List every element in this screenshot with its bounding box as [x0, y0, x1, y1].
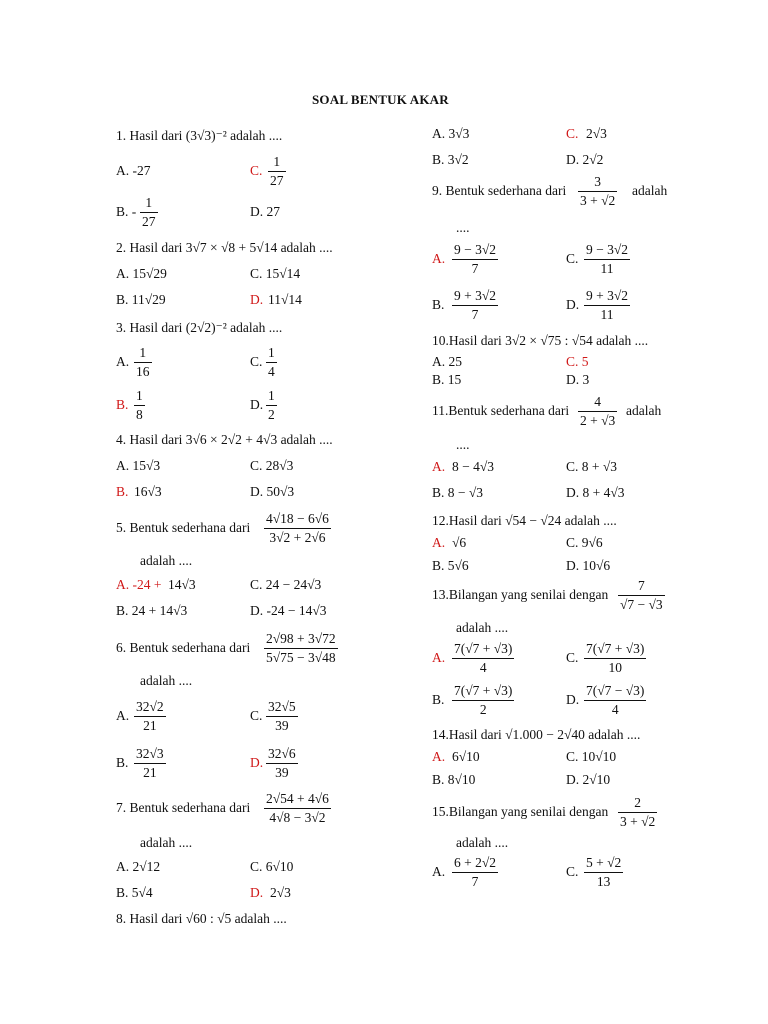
text-line: 10.Hasil dari 3√2 × √75 : √54 adalah .... [432, 333, 649, 348]
numerator: 7(√7 + √3) [452, 683, 514, 701]
text-line: adalah .... [140, 553, 193, 568]
denominator: 3√2 + 2√6 [269, 530, 326, 545]
text-line: C. 10√10 [566, 749, 617, 764]
text-line: 6. Bentuk sederhana dari [116, 640, 251, 655]
fraction [452, 855, 498, 890]
numerator: 9 + 3√2 [584, 288, 630, 306]
text-line: 6√10 [452, 749, 480, 764]
denominator: 39 [275, 765, 289, 780]
text-line: B. [116, 397, 129, 412]
text-line: B. 3√2 [432, 152, 469, 167]
text-line: A. [116, 708, 130, 723]
denominator: 3 + √2 [580, 193, 616, 208]
text-line: adalah .... [456, 835, 509, 850]
numerator: 32√5 [266, 699, 298, 717]
text-line: A. [432, 251, 446, 266]
numerator: 7 [618, 578, 665, 596]
text-line: A. 15√29 [116, 266, 167, 281]
text-line: .... [456, 437, 470, 452]
text-line: adalah .... [140, 835, 193, 850]
text-line: A. 25 [432, 354, 462, 369]
denominator: 5√75 − 3√48 [266, 650, 336, 665]
fraction [134, 699, 166, 734]
fraction [264, 511, 331, 546]
text-line: D. [250, 755, 264, 770]
text-line: A. 15√3 [116, 458, 161, 473]
text-line: .... [456, 220, 470, 235]
text-line: 14.Hasil dari √1.000 − 2√40 adalah .... [432, 727, 641, 742]
text-line: A. [432, 749, 446, 764]
numerator: 7(√7 + √3) [584, 641, 646, 659]
fraction [134, 388, 145, 423]
numerator: 1 [266, 345, 277, 363]
text-line: C. [566, 864, 579, 879]
text-line: adalah .... [456, 620, 509, 635]
text-line: B. [432, 692, 445, 707]
numerator: 1 [268, 154, 286, 172]
text-line: C. [250, 708, 263, 723]
denominator: 13 [596, 874, 611, 889]
text-line: 8. Hasil dari √60 : √5 adalah .... [116, 911, 287, 926]
text-line: 3. Hasil dari (2√2)⁻² adalah .... [116, 320, 283, 335]
fraction [266, 746, 298, 781]
numerator: 9 − 3√2 [584, 242, 630, 260]
numerator: 9 − 3√2 [452, 242, 498, 260]
worksheet-title: SOAL BENTUK AKAR [312, 92, 449, 107]
text-line: A. [116, 354, 130, 369]
fraction [266, 345, 277, 380]
denominator: 21 [143, 718, 157, 733]
fraction [618, 795, 657, 830]
text-line: A. [432, 864, 446, 879]
text-line: C. 9√6 [566, 535, 603, 550]
text-line: C. 6√10 [250, 859, 294, 874]
text-line: 15.Bilangan yang senilai dengan [432, 804, 609, 819]
text-line: D. 50√3 [250, 484, 295, 499]
text-line: 14√3 [168, 577, 196, 592]
fraction [266, 699, 298, 734]
numerator: 1 [134, 388, 145, 406]
denominator: √7 − √3 [620, 597, 663, 612]
text-line: adalah .... [140, 673, 193, 688]
text-line: A. -27 [116, 163, 151, 178]
text-line: 13.Bilangan yang senilai dengan [432, 587, 609, 602]
numerator: 7(√7 + √3) [452, 641, 514, 659]
text-line: 1. Hasil dari (3√3)⁻² adalah .... [116, 128, 283, 143]
text-line: 9. Bentuk sederhana dari [432, 183, 567, 198]
text-line: 12.Hasil dari √54 − √24 adalah .... [432, 513, 617, 528]
numerator: 32√6 [266, 746, 298, 764]
fraction [134, 746, 166, 781]
denominator: 4√8 − 3√2 [269, 810, 326, 825]
denominator: 2 [268, 407, 275, 422]
fraction [268, 154, 286, 189]
text-line: D. 2√2 [566, 152, 604, 167]
numerator: 1 [134, 345, 152, 363]
text-line: B. 11√29 [116, 292, 166, 307]
denominator: 2 [479, 702, 487, 717]
text-line: B. 5√4 [116, 885, 153, 900]
fraction [584, 683, 646, 718]
text-line: A. [432, 459, 446, 474]
denominator: 4 [479, 660, 487, 675]
fraction [140, 195, 158, 230]
text-line: B. 24 + 14√3 [116, 603, 188, 618]
text-line: A. 3√3 [432, 126, 470, 141]
text-line: D. 27 [250, 204, 280, 219]
text-line: 11√14 [268, 292, 302, 307]
fraction [584, 641, 646, 676]
numerator: 32√3 [134, 746, 166, 764]
denominator: 4 [611, 702, 619, 717]
fraction [452, 641, 514, 676]
denominator: 2 + √3 [580, 413, 616, 428]
text-line: C. [566, 650, 579, 665]
denominator: 10 [608, 660, 622, 675]
text-line: 16√3 [134, 484, 162, 499]
numerator: 1 [140, 195, 158, 213]
text-line: D. 8 + 4√3 [566, 485, 625, 500]
text-line: C. [566, 251, 579, 266]
numerator: 4 [578, 394, 617, 412]
numerator: 4√18 − 6√6 [264, 511, 331, 529]
text-line: D. [566, 692, 580, 707]
fraction [264, 791, 331, 826]
text-line: adalah [632, 183, 668, 198]
denominator: 27 [270, 173, 284, 188]
text-line: B. 15 [432, 372, 462, 387]
fraction [452, 288, 498, 323]
text-line: D. 2√10 [566, 772, 611, 787]
denominator: 27 [142, 214, 156, 229]
text-line: B. 8 − √3 [432, 485, 484, 500]
text-line: C. 24 − 24√3 [250, 577, 322, 592]
text-line: D. [250, 885, 264, 900]
denominator: 11 [600, 261, 614, 276]
numerator: 3 [578, 174, 617, 192]
numerator: 32√2 [134, 699, 166, 717]
fraction [584, 242, 630, 277]
text-line: 2√3 [270, 885, 291, 900]
text-line: adalah [626, 403, 662, 418]
denominator: 7 [471, 874, 479, 889]
fraction [578, 394, 617, 429]
text-line: B. [116, 484, 129, 499]
text-line: B. [116, 755, 129, 770]
fraction [452, 242, 498, 277]
text-line: B. 8√10 [432, 772, 476, 787]
denominator: 4 [268, 364, 275, 379]
numerator: 1 [266, 388, 277, 406]
denominator: 39 [275, 718, 289, 733]
denominator: 3 + √2 [620, 814, 656, 829]
fraction [264, 631, 338, 666]
text-line: D. 3 [566, 372, 590, 387]
fraction [584, 288, 630, 323]
numerator: 2 [618, 795, 657, 813]
numerator: 2√98 + 3√72 [264, 631, 338, 649]
text-line: A. -24 + [116, 577, 162, 592]
text-line: A. 2√12 [116, 859, 161, 874]
text-line: 5. Bentuk sederhana dari [116, 520, 251, 535]
text-line: C. 28√3 [250, 458, 294, 473]
text-line: C. 15√14 [250, 266, 301, 281]
text-line: B. - [116, 204, 137, 219]
fraction [266, 388, 277, 423]
text-line: C. 8 + √3 [566, 459, 618, 474]
fraction [618, 578, 665, 613]
fraction [452, 683, 514, 718]
text-line: A. [432, 650, 446, 665]
denominator: 16 [136, 364, 150, 379]
text-line: C. [250, 354, 263, 369]
text-line: 11.Bentuk sederhana dari [432, 403, 570, 418]
numerator: 7(√7 − √3) [584, 683, 646, 701]
numerator: 9 + 3√2 [452, 288, 498, 306]
text-line: 2√3 [586, 126, 607, 141]
text-line: A. [432, 535, 446, 550]
denominator: 11 [600, 307, 614, 322]
text-line: √6 [452, 535, 467, 550]
text-line: 8 − 4√3 [452, 459, 495, 474]
text-line: D. -24 − 14√3 [250, 603, 327, 618]
text-line: C. 5 [566, 354, 589, 369]
denominator: 21 [143, 765, 157, 780]
text-line: 4. Hasil dari 3√6 × 2√2 + 4√3 adalah .... [116, 432, 333, 447]
fraction [134, 345, 152, 380]
text-line: 2. Hasil dari 3√7 × √8 + 5√14 adalah .... [116, 240, 333, 255]
text-line: D. 10√6 [566, 558, 611, 573]
numerator: 5 + √2 [584, 855, 623, 873]
text-line: D. [250, 397, 264, 412]
numerator: 2√54 + 4√6 [264, 791, 331, 809]
denominator: 7 [471, 307, 479, 322]
text-line: C. [250, 163, 263, 178]
fraction [578, 174, 617, 209]
numerator: 6 + 2√2 [452, 855, 498, 873]
text-line: D. [250, 292, 264, 307]
text-line: 7. Bentuk sederhana dari [116, 800, 251, 815]
fraction [584, 855, 623, 890]
denominator: 8 [136, 407, 143, 422]
denominator: 7 [471, 261, 479, 276]
text-line: D. [566, 297, 580, 312]
text-line: C. [566, 126, 579, 141]
text-line: B. [432, 297, 445, 312]
text-line: B. 5√6 [432, 558, 469, 573]
